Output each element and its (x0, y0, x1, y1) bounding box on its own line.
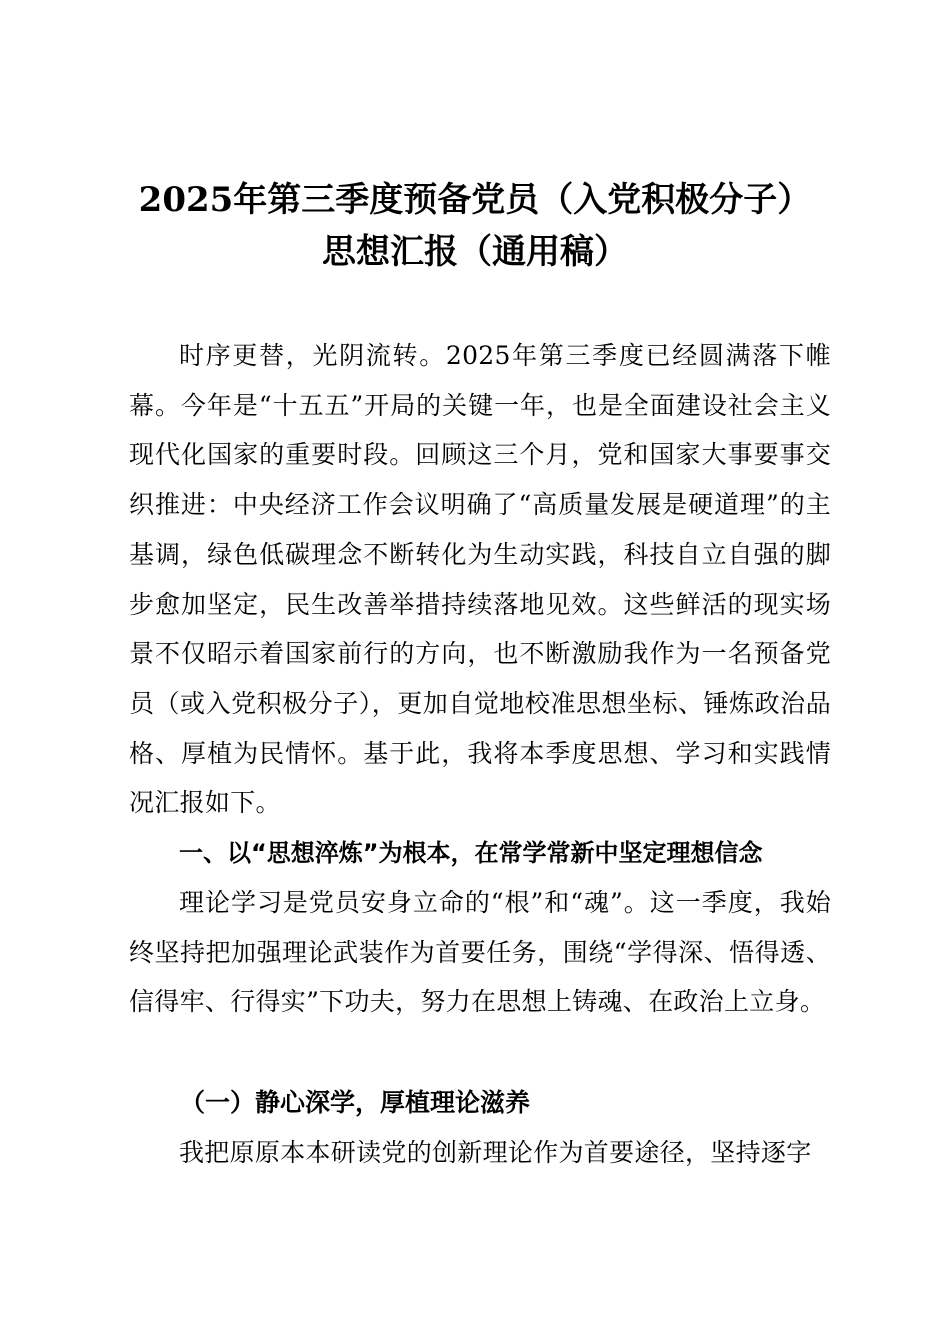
subsection-1-paragraph-container (129, 1128, 831, 1178)
document-title-line-2: 思想汇报（通用稿） (322, 232, 628, 272)
section-heading-1: 一、以“思想淬炼”为根本，在常学常新中坚定理想信念 (179, 839, 763, 867)
document-title-line-1: 2025年第三季度预备党员（入党积极分子） (138, 180, 812, 220)
intro-paragraph: 时序更替，光阴流转。2025年第三季度已经圆满落下帷幕。今年是“十五五”开局的关键一年，也是全面建设社会主义现代化国家的重要时段。回顾这三个月，党和国家大事要事交织推进：中央经济工作会议明确了“高质量发展是硬道理”的主基调，绿色低碳理念不断转化为生动实践，科技自立自强的脚步愈加坚定，民生改善举措持续落地见效。这些鲜活的现实场景不仅昭示着国家前行的方向，也不断激励我作为一名预备党员（或入党积极分子），更加自觉地校准思想坐标、锤炼政治品格、厚植为民情怀。基于此，我将本季度思想、学习和实践情况汇报如下。 (129, 341, 831, 818)
section-1-paragraph: 理论学习是党员安身立命的“根”和“魂”。这一季度，我始终坚持把加强理论武装作为首要任务，围绕“学得深、悟得透、信得牢、行得实”下功夫，努力在思想上铸魂、在政治上立身。 (129, 888, 831, 1017)
subsection-heading-1: （一）静心深学，厚植理论滋养 (180, 1088, 531, 1117)
subsection-1-paragraph: 我把原原本本研读党的创新理论作为首要途径，坚持逐字 (179, 1138, 812, 1167)
